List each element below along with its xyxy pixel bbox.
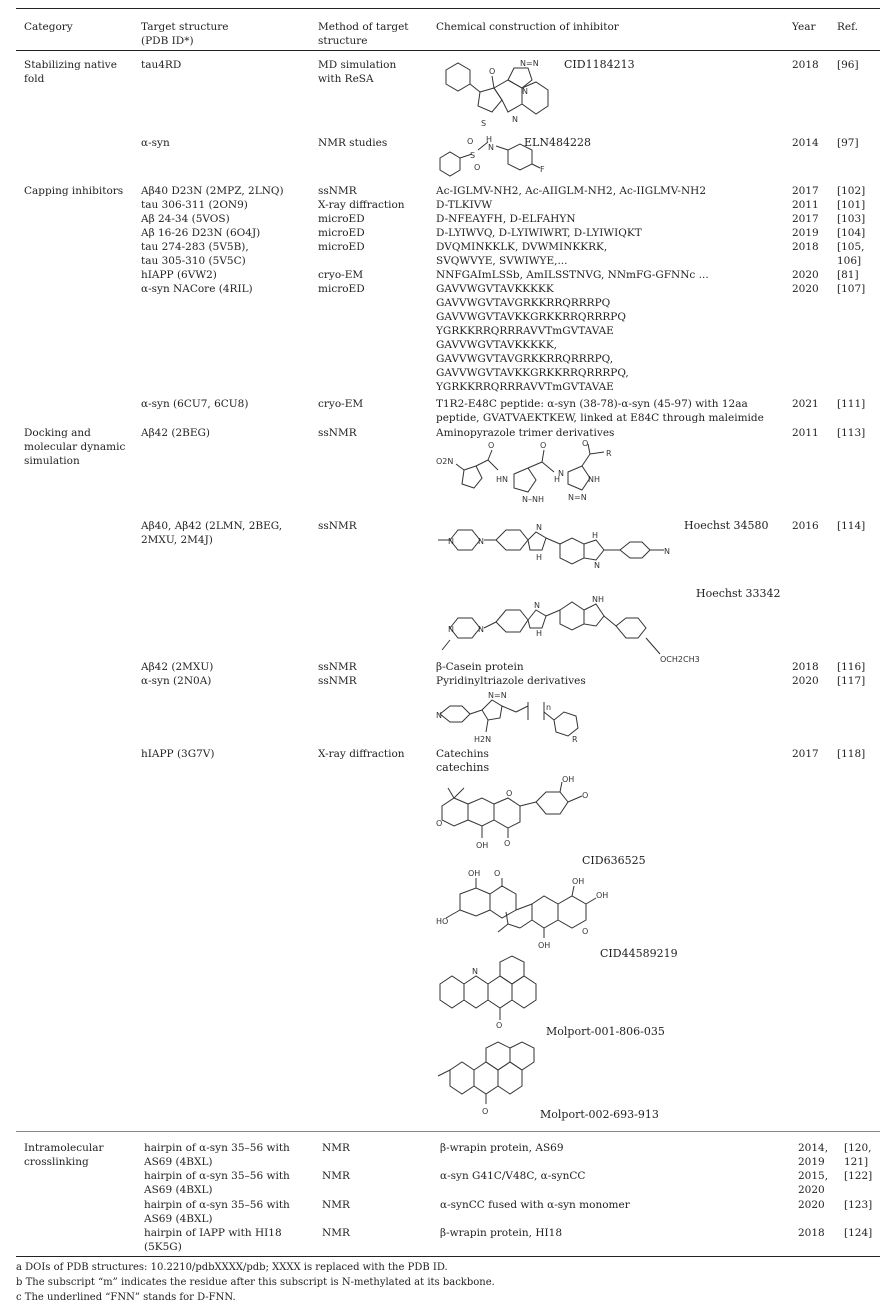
svg-text:O: O [494,869,501,878]
cap-method-8: microED [318,283,365,295]
svg-text:N: N [534,601,540,610]
dock-construction-4: Pyridinyltriazole derivatives [436,675,586,687]
svg-text:N–NH: N–NH [522,495,544,504]
cap-target-5: tau 274-283 (5V5B), [141,241,249,253]
svg-text:N: N [478,625,484,634]
dock-method-5: X-ray diffraction [318,748,405,760]
svg-text:N: N [448,537,454,546]
svg-text:O: O [540,441,547,450]
cap-construction-2: D-TLKIVW [436,199,493,211]
cross-method-3: NMR [322,1199,350,1211]
cross-construction-1: β-wrapin protein, AS69 [440,1142,564,1154]
dock-construction-5a: Catechins [436,748,489,760]
cross-target-1a: hairpin of α-syn 35–56 with [144,1142,290,1154]
svg-text:O: O [504,839,511,848]
cap-construction-6: SVQWVYE, SVWIWYE,... [436,255,568,267]
structure-molport-002-693-913 [436,1042,556,1116]
cross-year-1a: 2014, [798,1142,829,1154]
stab-method-1: MD simulation with ReSA [318,59,397,85]
svg-text:F: F [540,165,545,174]
stab-year-1: 2018 [792,59,819,71]
svg-text:OCH2CH3: OCH2CH3 [660,655,700,664]
stab-ref-2: [97] [837,137,859,149]
dock-target-3: Aβ42 (2MXU) [141,661,214,673]
svg-text:H: H [486,135,493,144]
header-category: Category [24,21,73,33]
svg-text:R: R [572,735,578,744]
svg-text:O: O [506,789,513,798]
cross-construction-2: α-syn G41C/V48C, α-synCC [440,1170,586,1182]
cap-construction-3: D-NFEAYFH, D-ELFAHYN [436,213,576,225]
cross-year-1b: 2019 [798,1156,825,1168]
cap-year-2: 2011 [792,199,819,211]
cap-year-5: 2018 [792,241,819,253]
svg-text:N: N [448,625,454,634]
cap-ref-6: 106] [837,255,862,267]
cap-target-4: Aβ 16-26 D23N (6O4J) [141,227,261,239]
dock-year-1: 2011 [792,427,819,439]
table-top-rule [16,8,880,9]
stab-target-1: tau4RD [141,59,182,71]
dock-year-4: 2020 [792,675,819,687]
cross-ref-4: [124] [844,1227,873,1239]
svg-text:OH: OH [476,841,489,850]
structure-cid1184213 [436,56,556,138]
svg-text:N: N [664,547,670,556]
svg-text:R: R [606,449,612,458]
cross-ref-2: [122] [844,1170,873,1182]
cap-construction-15: YGRKKRRQRRRAVVTmGVTAVAE [436,381,614,393]
stab-compound-2: ELN484228 [524,136,591,149]
cap-target-7: hIAPP (6VW2) [141,269,217,281]
svg-text:H: H [536,553,543,562]
section-capping: Capping inhibitors [24,185,124,197]
svg-text:O: O [582,791,589,800]
svg-text:O: O [489,67,496,76]
dock-ref-1: [113] [837,427,866,439]
header-method: Method of target [318,21,409,33]
cap-target-8: α-syn NACore (4RIL) [141,283,253,295]
cross-ref-1a: [120, [844,1142,872,1154]
dock-compound-molport-2: Molport-002-693-913 [540,1108,659,1121]
footnote-a: a DOIs of PDB structures: 10.2210/pdbXXXX/pdb; XXXX is replaced with the PDB ID. [16,1262,448,1273]
cross-year-2b: 2020 [798,1184,825,1196]
dock-method-1: ssNMR [318,427,357,439]
cross-method-1: NMR [322,1142,350,1154]
svg-text:NH: NH [592,595,604,604]
structure-hoechst-34580 [436,514,696,584]
svg-text:O: O [467,137,474,146]
cap-ref-7: [81] [837,269,859,281]
dock-compound-cid44589219: CID44589219 [600,947,678,960]
cap-year-7: 2020 [792,269,819,281]
structure-aminopyrazole-trimer [436,439,636,508]
cap-construction-1: Ac-IGLMV-NH2, Ac-AIIGLM-NH2, Ac-IIGLMV-NH2 [436,185,706,197]
dock-target-5: hIAPP (3G7V) [141,748,215,760]
structure-pyridinyltriazole [436,688,606,744]
cap-target-2: tau 306-311 (2ON9) [141,199,248,211]
svg-text:n: n [546,703,552,712]
svg-text:N: N [472,967,478,976]
dock-compound-2a: Hoechst 34580 [684,519,769,532]
cross-method-4: NMR [322,1227,350,1239]
header-target-sub: (PDB ID*) [141,35,194,47]
structure-molport-001-806-035 [436,960,556,1030]
svg-text:S: S [481,119,487,128]
dock-ref-4: [117] [837,675,866,687]
svg-text:OH: OH [468,869,481,878]
stab-compound-1: CID1184213 [564,58,635,71]
dock-construction-5b: catechins [436,761,490,774]
cap-method-2: X-ray diffraction [318,199,405,211]
cap-construction-7: NNFGAImLSSb, AmILSSTNVG, NNmFG-GFNNc ... [436,269,709,281]
cap-construction-11: YGRKKRRQRRRAVVTmGVTAVAE [436,325,614,337]
cap-method-5: microED [318,241,365,253]
stab-method-2: NMR studies [318,137,388,149]
dock-ref-2: [114] [837,520,866,532]
structure-cid44589219 [436,868,616,968]
svg-text:H: H [554,475,561,484]
cap-construction-8: GAVVWGVTAVKKKKK [436,283,554,295]
cap-ref-4: [104] [837,227,866,239]
svg-text:OH: OH [538,941,551,950]
cap-construction-4: D-LYIWVQ, D-LYIWIWRT, D-LYIWIQKT [436,227,642,239]
svg-text:OH: OH [572,877,585,886]
header-year: Year [792,21,816,33]
header-target: Target structure [141,21,229,33]
dock-target-2b: 2MXU, 2M4J) [141,534,213,546]
svg-text:N: N [436,711,442,720]
svg-text:S: S [470,151,476,160]
cross-year-4: 2018 [798,1227,825,1239]
dock-year-5: 2017 [792,748,819,760]
svg-text:HO: HO [436,917,449,926]
svg-text:OH: OH [596,891,609,900]
cross-construction-4: β-wrapin protein, HI18 [440,1227,563,1239]
cap-syn-construction-2: peptide, GVATVAEKTKEW, linked at E84C through maleimide [436,412,764,424]
svg-text:N=N: N=N [488,691,507,700]
cap-year-8: 2020 [792,283,819,295]
svg-text:H: H [592,531,599,540]
cap-construction-5: DVQMINKKLK, DVWMINKKRK, [436,241,608,253]
cross-ref-1b: 121] [844,1156,869,1168]
cross-target-2b: AS69 (4BXL) [144,1184,213,1196]
header-rule [16,50,880,51]
cap-construction-9: GAVVWGVTAVGRKKRRQRRRPQ [436,297,611,309]
cap-construction-14: GAVVWGVTAVKKGRKKRRQRRRPQ, [436,367,629,379]
svg-text:N=N: N=N [568,493,587,502]
stab-ref-1: [96] [837,59,859,71]
cap-syn-year: 2021 [792,398,819,410]
cap-ref-3: [103] [837,213,866,225]
cap-method-3: microED [318,213,365,225]
svg-text:O: O [474,163,481,172]
cap-ref-2: [101] [837,199,866,211]
svg-text:N: N [558,469,564,478]
svg-text:H2N: H2N [474,735,492,744]
cap-year-3: 2017 [792,213,819,225]
section-docking: Docking and molecular dynamic simulation [24,427,126,467]
footnote-b: b The subscript “m” indicates the residue after this subscript is N-methylated at its backbone. [16,1277,495,1288]
cap-construction-10: GAVVWGVTAVKKGRKKRRQRRRPQ [436,311,626,323]
svg-text:O: O [482,1107,489,1116]
svg-text:NH: NH [588,475,600,484]
dock-construction-1: Aminopyrazole trimer derivatives [436,427,615,439]
svg-text:H: H [536,629,543,638]
cap-target-3: Aβ 24-34 (5VOS) [141,213,230,225]
cross-target-2a: hairpin of α-syn 35–56 with [144,1170,290,1182]
svg-text:O: O [582,439,589,448]
stab-year-2: 2014 [792,137,819,149]
svg-text:N: N [522,87,528,96]
svg-text:N: N [512,115,518,124]
svg-text:N: N [478,537,484,546]
section-crosslink: Intramolecular crosslinking [24,1142,104,1168]
header-ref: Ref. [837,21,858,33]
cap-method-4: microED [318,227,365,239]
svg-text:O: O [582,927,589,936]
dock-ref-3: [116] [837,661,866,673]
svg-text:O2N: O2N [436,457,454,466]
cross-target-3a: hairpin of α-syn 35–56 with [144,1199,290,1211]
dock-method-2: ssNMR [318,520,357,532]
cross-year-3: 2020 [798,1199,825,1211]
cross-target-1b: AS69 (4BXL) [144,1156,213,1168]
cross-year-2a: 2015, [798,1170,829,1182]
cap-construction-13: GAVVWGVTAVGRKKRRQRRRPQ, [436,353,614,365]
svg-text:N=N: N=N [520,59,539,68]
dock-target-2a: Aβ40, Aβ42 (2LMN, 2BEG, [141,520,283,532]
cross-method-2: NMR [322,1170,350,1182]
cap-syn-target: α-syn (6CU7, 6CU8) [141,398,249,410]
cross-construction-3: α-synCC fused with α-syn monomer [440,1199,630,1211]
cap-target-6: tau 305-310 (5V5C) [141,255,246,267]
dock-compound-cid636525: CID636525 [582,854,646,867]
section-rule [16,1131,880,1132]
cap-target-1: Aβ40 D23N (2MPZ, 2LNQ) [141,185,284,197]
dock-target-4: α-syn (2N0A) [141,675,212,687]
dock-construction-3: β-Casein protein [436,661,524,673]
cross-target-3b: AS69 (4BXL) [144,1213,213,1225]
stab-target-2: α-syn [141,137,170,149]
structure-cid636525 [436,776,606,876]
dock-target-1: Aβ42 (2BEG) [141,427,210,439]
cap-syn-construction-1: T1R2-E48C peptide: α-syn (38-78)-α-syn (45-97) with 12aa [436,398,748,410]
cap-syn-method: cryo-EM [318,398,364,410]
svg-text:N: N [488,143,494,152]
cap-ref-8: [107] [837,283,866,295]
header-construction: Chemical construction of inhibitor [436,21,619,33]
cap-ref-5: [105, [837,241,865,253]
svg-text:O: O [488,441,495,450]
footnote-c: c The underlined “FNN” stands for D-FNN. [16,1292,236,1303]
svg-text:OH: OH [562,775,575,784]
table-bottom-rule [16,1256,880,1257]
cap-ref-1: [102] [837,185,866,197]
dock-year-2: 2016 [792,520,819,532]
svg-text:O: O [496,1021,503,1030]
svg-text:HN: HN [496,475,508,484]
cross-ref-3: [123] [844,1199,873,1211]
dock-year-3: 2018 [792,661,819,673]
cross-target-4b: (5K5G) [144,1241,182,1253]
cap-construction-12: GAVVWGVTAVKKKKK, [436,339,558,351]
cross-target-4a: hairpin of IAPP with HI18 [144,1227,282,1239]
dock-compound-molport-1: Molport-001-806-035 [546,1025,665,1038]
svg-text:N: N [594,561,600,570]
svg-text:N: N [536,523,542,532]
cap-year-4: 2019 [792,227,819,239]
dock-method-4: ssNMR [318,675,357,687]
dock-method-3: ssNMR [318,661,357,673]
cap-syn-ref: [111] [837,398,866,410]
cap-method-7: cryo-EM [318,269,364,281]
header-method-sub: structure [318,35,368,47]
structure-eln484228 [436,132,586,178]
dock-ref-5: [118] [837,748,866,760]
section-stabilizing: Stabilizing native fold [24,59,117,85]
cap-method-1: ssNMR [318,185,357,197]
cap-year-1: 2017 [792,185,819,197]
dock-compound-2b: Hoechst 33342 [696,587,781,600]
svg-text:O: O [436,819,443,828]
